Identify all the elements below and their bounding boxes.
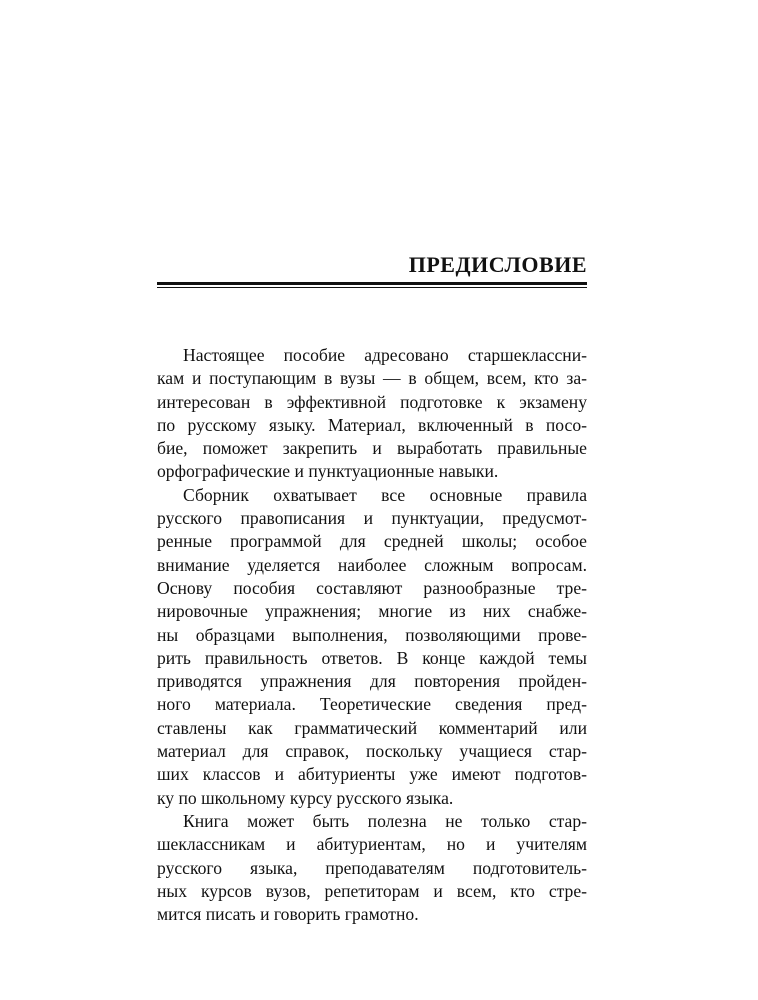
text-line: ных курсов вузов, репетиторам и всем, кто стре- bbox=[157, 880, 587, 901]
text-line: русского правописания и пунктуации, предусмот- bbox=[157, 508, 587, 529]
text-line: орфографические и пунктуационные навыки. bbox=[157, 461, 499, 482]
paragraph-1 bbox=[157, 344, 587, 484]
text-line: Сборник охватывает все основные правила bbox=[183, 484, 587, 505]
text-line: кам и поступающим в вузы — в общем, всем, кто за- bbox=[157, 368, 587, 389]
text-line: бие, поможет закрепить и выработать правильные bbox=[157, 438, 587, 459]
text-line: интересован в эффективной подготовке к экзамену bbox=[157, 391, 587, 412]
text-line: Основу пособия составляют разнообразные тре- bbox=[157, 577, 587, 598]
paragraph-2 bbox=[157, 484, 587, 810]
text-line: ренные программой для средней школы; особое bbox=[157, 531, 587, 552]
text-line: внимание уделяется наиболее сложным вопросам. bbox=[157, 554, 587, 575]
text-line: ших классов и абитуриенты уже имеют подготов- bbox=[157, 764, 587, 785]
text-line: приводятся упражнения для повторения пройден- bbox=[157, 671, 587, 692]
text-line: нировочные упражнения; многие из них снабже- bbox=[157, 601, 587, 622]
preface-body bbox=[157, 344, 587, 926]
text-line: мится писать и говорить грамотно. bbox=[157, 904, 419, 925]
text-line: ного материала. Теоретические сведения пред- bbox=[157, 694, 587, 715]
text-line: материал для справок, поскольку учащиеся стар- bbox=[157, 741, 587, 762]
page-title: ПРЕДИСЛОВИЕ bbox=[408, 252, 587, 277]
text-line: Книга может быть полезна не только стар- bbox=[183, 810, 587, 831]
paragraph-3 bbox=[157, 810, 587, 926]
text-line: русского языка, преподавателям подготовитель- bbox=[157, 857, 587, 878]
text-line: шеклассникам и абитуриентам, но и учителям bbox=[157, 834, 587, 855]
text-line: ны образцами выполнения, позволяющими прове- bbox=[157, 624, 587, 645]
title-double-rule bbox=[157, 282, 587, 288]
text-line: ку по школьному курсу русского языка. bbox=[157, 787, 454, 808]
text-line: рить правильность ответов. В конце каждой темы bbox=[157, 647, 587, 668]
text-line: по русскому языку. Материал, включенный в посо- bbox=[157, 414, 587, 435]
text-line: ставлены как грамматический комментарий или bbox=[157, 717, 587, 738]
text-line: Настоящее пособие адресовано старшеклассни- bbox=[183, 345, 587, 365]
